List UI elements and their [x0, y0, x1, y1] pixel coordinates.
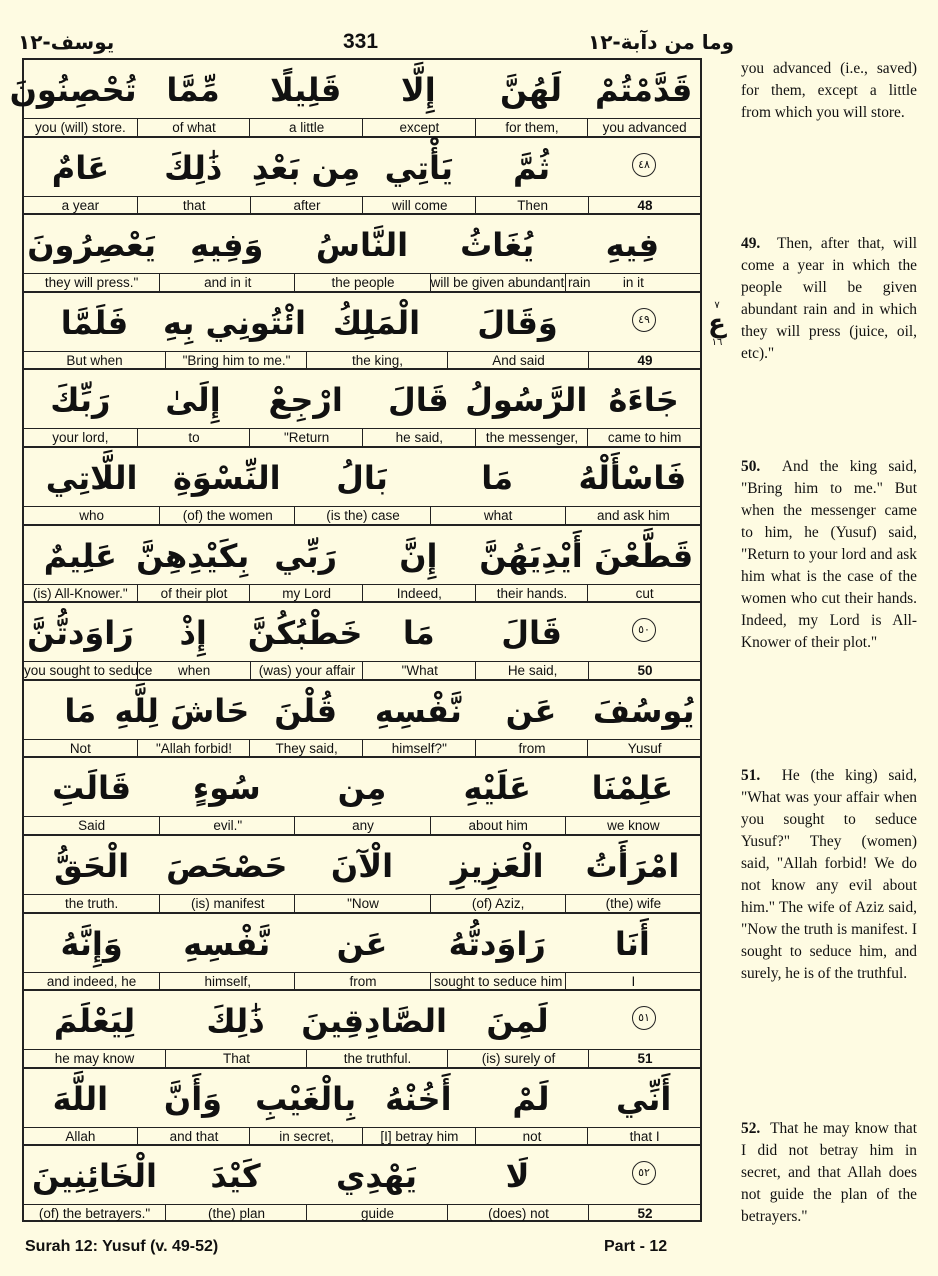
rukuh-bottom: ١٦ — [711, 337, 723, 348]
verse-row — [24, 370, 700, 448]
arabic-word: لَا — [505, 1157, 530, 1196]
arabic-word: اللَّاتِي — [45, 459, 138, 497]
arabic-word: إِلَّا — [400, 71, 436, 109]
arabic-word: عَن — [336, 924, 388, 963]
arabic-word: عَلَيْهِ — [463, 769, 531, 808]
verse-end-marker-icon: ٤٨ — [632, 153, 656, 177]
arabic-word: فَاسْأَلْهُ — [578, 459, 687, 497]
arabic-word: خَطْبُكُنَّ — [247, 614, 363, 653]
verse-number: 50. — [741, 458, 761, 475]
english-gloss: your lord, — [52, 430, 109, 446]
verse-end-marker-icon: ٤٩ — [632, 308, 656, 332]
verse-end-marker-icon: ٥١ — [632, 1006, 656, 1030]
translation-verse-51 — [741, 765, 917, 985]
arabic-word: ائْتُونِي بِهِ — [162, 303, 306, 342]
english-gloss: evil." — [159, 817, 295, 834]
english-gloss: himself, — [159, 973, 295, 990]
verse-row — [24, 138, 700, 216]
arabic-word: اللَّهَ — [52, 1079, 109, 1118]
verse-row — [24, 293, 700, 371]
arabic-word: كَيْدَ — [210, 1157, 261, 1196]
english-gloss: Said — [78, 818, 106, 834]
english-gloss: came to him — [587, 429, 701, 446]
english-line — [24, 506, 700, 524]
english-line — [24, 584, 700, 602]
arabic-line — [9, 60, 700, 118]
english-line — [24, 972, 700, 990]
english-gloss: "Return — [249, 429, 363, 446]
english-gloss: of what — [137, 119, 251, 136]
english-gloss: he may know — [54, 1051, 135, 1067]
arabic-word: بِالْغَيْبِ — [255, 1079, 357, 1118]
verse-row — [24, 1146, 700, 1224]
english-gloss: [I] betray him — [362, 1128, 476, 1145]
english-gloss: after — [250, 197, 364, 214]
translation-verse-52 — [741, 1118, 917, 1228]
verse-number: 49. — [741, 235, 761, 252]
verse-row — [24, 991, 700, 1069]
english-line — [24, 196, 700, 214]
english-gloss: He said, — [475, 662, 589, 679]
arabic-word: رَبِّي — [274, 536, 338, 575]
arabic-word: رَاوَدتُّنَّ — [27, 614, 134, 653]
arabic-word: ذَٰلِكَ — [164, 148, 223, 187]
english-line — [24, 739, 700, 757]
arabic-line — [24, 758, 700, 816]
arabic-word: يُوسُفَ — [592, 691, 695, 730]
verse-row — [24, 681, 700, 759]
rukuh-main: ع — [708, 309, 726, 339]
english-gloss: "Now — [294, 895, 430, 912]
verse-number-label: 48 — [588, 197, 701, 214]
english-line — [24, 816, 700, 834]
arabic-word: وَأَنَّ — [163, 1079, 223, 1118]
english-gloss: That — [165, 1050, 307, 1067]
english-gloss: the messenger, — [475, 429, 589, 446]
arabic-word: ذَٰلِكَ — [206, 1002, 265, 1041]
arabic-word: أَخُنْهُ — [385, 1079, 452, 1118]
english-line — [24, 428, 700, 446]
arabic-line — [24, 603, 700, 661]
arabic-word: عَلِمْنَا — [591, 769, 674, 808]
footer-surah-reference: Surah 12: Yusuf (v. 49-52) — [25, 1238, 219, 1255]
english-gloss: cut — [587, 585, 701, 602]
english-gloss: from — [294, 973, 430, 990]
verse-row — [24, 836, 700, 914]
english-gloss: I — [565, 973, 701, 990]
english-gloss: Yusuf — [587, 740, 701, 757]
arabic-word: قَدَّمْتُمْ — [594, 71, 693, 109]
english-gloss: we know — [565, 817, 701, 834]
verse-row — [24, 448, 700, 526]
arabic-word: فَلَمَّا — [60, 303, 129, 342]
english-gloss: "What — [362, 662, 476, 679]
arabic-word: قَالَتِ — [52, 769, 132, 808]
english-gloss: their hands. — [475, 585, 589, 602]
word-by-word-grid — [9, 58, 702, 1222]
english-gloss: (of) the women — [159, 507, 295, 524]
english-gloss: in it — [565, 274, 701, 291]
arabic-line — [24, 836, 700, 894]
arabic-word: يَهْدِي — [336, 1157, 417, 1196]
english-gloss: (of) Aziz, — [430, 895, 566, 912]
arabic-word: تُحْصِنُونَ — [9, 71, 137, 109]
arabic-line — [24, 681, 700, 739]
verse-number-label: 49 — [588, 352, 701, 369]
arabic-word: مِن — [337, 769, 387, 808]
translation-continuation — [741, 58, 917, 124]
verse-number-label: 51 — [588, 1050, 701, 1067]
arabic-word: بَالُ — [336, 459, 388, 497]
english-gloss: any — [294, 817, 430, 834]
arabic-word: أَنِّي — [615, 1079, 672, 1118]
arabic-word: رَبِّكَ — [50, 381, 111, 420]
verse-row — [24, 758, 700, 836]
english-gloss: And said — [447, 352, 589, 369]
english-gloss: you sought to seduce — [24, 663, 153, 679]
arabic-word: قَالَ — [501, 614, 562, 653]
footer-part: Part - 12 — [604, 1238, 668, 1255]
arabic-word: وَقَالَ — [477, 303, 558, 342]
arabic-word: لَمِنَ — [486, 1002, 549, 1041]
english-gloss: you (will) store. — [34, 120, 126, 135]
arabic-line — [24, 215, 700, 273]
english-gloss: in secret, — [249, 1128, 363, 1145]
arabic-word: الصَّادِقِينَ — [301, 1002, 447, 1041]
english-gloss: for them, — [475, 119, 589, 136]
english-gloss: and in it — [159, 274, 295, 291]
arabic-line — [24, 448, 700, 506]
english-gloss: (was) your affair — [250, 662, 364, 679]
arabic-word: امْرَأَتُ — [585, 847, 680, 885]
translation-text: That he may know that I did not betray him in secret, and that Allah does not guide the plan of the betrayers." — [741, 1120, 918, 1225]
translation-text: And the king said, "Bring him to me." But when the messenger came to him, he (Yusuf) said, "Return to your lord and ask him what is the case of the women who cut their hands. Indeed, my Lord is All-Knower of their plot." — [741, 458, 917, 651]
arabic-word: يَعْصِرُونَ — [27, 226, 156, 265]
arabic-word: الرَّسُولُ — [465, 381, 588, 420]
header-juz-name: وما من دآبة-١٢ — [588, 30, 735, 54]
arabic-word: قَطَّعْنَ — [594, 536, 694, 575]
arabic-word: قُلْنَ — [274, 691, 338, 730]
arabic-word: لِيَعْلَمَ — [53, 1002, 136, 1041]
arabic-word: النَّاسُ — [315, 226, 409, 265]
arabic-line — [24, 991, 700, 1049]
arabic-word: فِيهِ — [605, 226, 660, 265]
english-gloss: that — [137, 197, 251, 214]
english-gloss: the truthful. — [306, 1050, 448, 1067]
english-gloss: (is) surely of — [447, 1050, 589, 1067]
english-gloss: But when — [66, 352, 123, 368]
english-gloss: Allah — [65, 1128, 96, 1144]
translation-verse-50 — [741, 456, 917, 654]
arabic-line — [24, 1069, 700, 1127]
english-gloss: except — [362, 119, 476, 136]
translation-verse-49 — [741, 233, 917, 365]
english-gloss: himself?" — [362, 740, 476, 757]
english-gloss: the truth. — [64, 896, 119, 911]
arabic-word: أَيْدِيَهُنَّ — [479, 536, 583, 575]
verse-row — [24, 914, 700, 992]
header-surah-name: يوسف-١٢ — [18, 30, 115, 54]
arabic-word: عَلِيمٌ — [43, 536, 117, 575]
english-line — [24, 273, 700, 291]
arabic-word: لَهُنَّ — [500, 71, 562, 109]
verse-row — [24, 1069, 700, 1147]
english-gloss: a little — [249, 119, 363, 136]
page-number: 331 — [343, 30, 379, 53]
arabic-line — [24, 526, 700, 584]
translation-text: He (the king) said, "What was your affair when you sought to seduce Yusuf?" They (women) said, "Allah forbid! We do not know any evil about him." The wife of Aziz said, "Now the truth is manifest. I sought to seduce him, and surely, he is of the truthful. — [741, 767, 917, 982]
arabic-word: الْعَزِيزِ — [450, 847, 544, 885]
english-line — [24, 1127, 700, 1145]
english-gloss: he said, — [362, 429, 476, 446]
english-line — [24, 118, 700, 136]
english-gloss: you advanced — [587, 119, 701, 136]
verse-number-label: 52 — [588, 1205, 701, 1222]
arabic-word: إِذْ — [179, 614, 207, 653]
arabic-word: أَنَا — [614, 924, 650, 963]
verse-row — [24, 603, 700, 681]
english-gloss: when — [137, 662, 251, 679]
translation-text: you advanced (i.e., saved) for them, except a little from which you will store. — [741, 60, 917, 121]
arabic-word: حَصْحَصَ — [166, 847, 288, 885]
english-gloss: a year — [61, 197, 100, 213]
verse-number: 52. — [741, 1120, 761, 1137]
arabic-word: رَاوَدتُّهُ — [448, 924, 546, 963]
english-gloss: to — [137, 429, 251, 446]
arabic-word: إِنَّ — [399, 536, 438, 575]
arabic-word: مَا — [64, 691, 97, 730]
arabic-word: عَن — [505, 691, 557, 730]
arabic-line — [24, 370, 700, 428]
english-line — [24, 661, 700, 679]
arabic-word: حَاشَ لِلَّهِ — [114, 691, 250, 730]
english-gloss: (the) wife — [565, 895, 701, 912]
verse-row — [9, 60, 700, 138]
english-gloss: that I — [587, 1128, 701, 1145]
arabic-line — [24, 914, 700, 972]
english-gloss: my Lord — [249, 585, 363, 602]
arabic-word: يَأْتِي — [384, 148, 453, 187]
english-gloss: Not — [69, 740, 91, 756]
arabic-word: نَّفْسِهِ — [374, 691, 462, 730]
verse-end-marker-icon: ٥٠ — [632, 618, 656, 642]
translation-text: Then, after that, will come a year in which the people will be given abundant rain and in which they will press (juice, oil, etc)." — [741, 235, 917, 362]
arabic-word: النِّسْوَةِ — [173, 459, 281, 497]
english-gloss: who — [79, 508, 104, 523]
english-gloss: guide — [306, 1205, 448, 1222]
english-gloss: (of) the betrayers." — [38, 1206, 151, 1222]
english-gloss: They said, — [249, 740, 363, 757]
arabic-word: إِلَىٰ — [165, 381, 221, 420]
arabic-word: عَامٌ — [51, 148, 110, 187]
arabic-word: جَاءَهُ — [608, 381, 679, 420]
english-line — [24, 1049, 700, 1067]
arabic-word: الْخَائِنِينَ — [32, 1157, 157, 1196]
arabic-line — [24, 293, 700, 351]
arabic-line — [24, 138, 700, 196]
arabic-word: مَا — [402, 614, 435, 653]
arabic-word: مَا — [481, 459, 514, 497]
arabic-word: وَإِنَّهُ — [60, 924, 123, 963]
verse-number: 51. — [741, 767, 761, 784]
english-gloss: (is) manifest — [159, 895, 295, 912]
english-gloss: "Allah forbid! — [137, 740, 251, 757]
english-gloss: (does) not — [447, 1205, 589, 1222]
english-gloss: "Bring him to me." — [165, 352, 307, 369]
english-line — [24, 894, 700, 912]
verse-row — [24, 526, 700, 604]
verse-row — [24, 215, 700, 293]
english-gloss: Then — [475, 197, 589, 214]
english-gloss: and ask him — [565, 507, 701, 524]
arabic-word: مِن بَعْدِ — [251, 148, 361, 187]
arabic-word: يُغَاثُ — [460, 226, 535, 265]
english-gloss: (is) All-Knower." — [32, 585, 128, 601]
verse-end-marker-icon: ٥٢ — [632, 1161, 656, 1185]
english-gloss: of their plot — [137, 585, 251, 602]
english-gloss: (is the) case — [294, 507, 430, 524]
arabic-word: مِّمَّا — [166, 71, 220, 109]
rukuh-marker — [704, 300, 730, 348]
english-gloss: Indeed, — [362, 585, 476, 602]
arabic-word: ثُمَّ — [513, 148, 551, 187]
english-gloss: about him — [430, 817, 566, 834]
english-gloss: the people — [294, 274, 430, 291]
arabic-word: الْآنَ — [330, 847, 394, 885]
english-gloss: will come — [362, 197, 476, 214]
arabic-word: وَفِيهِ — [190, 226, 264, 265]
english-gloss: and that — [137, 1128, 251, 1145]
arabic-word: قَالَ — [387, 381, 449, 420]
english-line — [24, 351, 700, 369]
arabic-word: الْمَلِكُ — [332, 303, 421, 342]
english-gloss: the king, — [306, 352, 448, 369]
verse-number-label: 50 — [588, 662, 701, 679]
arabic-word: لَمْ — [512, 1079, 550, 1118]
english-line — [24, 1204, 700, 1222]
english-gloss: (the) plan — [165, 1205, 307, 1222]
rukuh-top: ٧ — [714, 300, 720, 311]
arabic-word: نَّفْسِهِ — [183, 924, 271, 963]
english-gloss: they will press." — [44, 275, 139, 291]
english-gloss: sought to seduce him — [430, 973, 566, 990]
english-gloss: not — [475, 1128, 589, 1145]
arabic-word: ارْجِعْ — [268, 381, 343, 420]
arabic-line — [24, 1146, 700, 1204]
english-gloss: and indeed, he — [46, 973, 137, 989]
arabic-word: قَلِيلًا — [269, 71, 342, 109]
english-gloss: from — [475, 740, 589, 757]
english-gloss: will be given abundant rain — [430, 275, 591, 291]
arabic-word: بِكَيْدِهِنَّ — [136, 536, 250, 575]
arabic-word: سُوءٍ — [192, 769, 261, 808]
english-gloss: what — [430, 507, 566, 524]
arabic-word: الْحَقُّ — [54, 847, 130, 885]
